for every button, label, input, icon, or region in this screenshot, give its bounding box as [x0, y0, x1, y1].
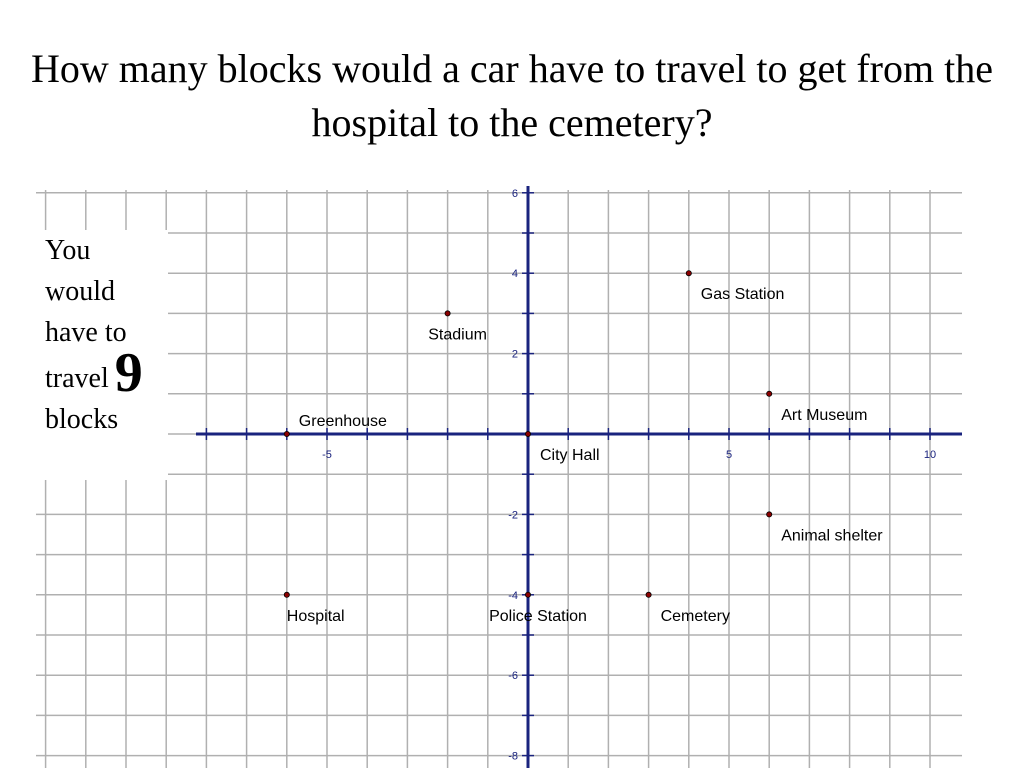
answer-number: 9 [114, 342, 143, 404]
point-greenhouse [284, 431, 289, 436]
answer-line-1: You [45, 235, 91, 266]
y-tick-label: -8 [508, 750, 518, 763]
y-tick-label: 4 [511, 268, 518, 281]
point-label-greenhouse: Greenhouse [298, 413, 387, 430]
answer-line-4 [45, 342, 168, 404]
point-label-police-station: Police Station [489, 607, 587, 625]
point-art-museum [767, 391, 772, 396]
point-label-animal-shelter: Animal shelter [781, 527, 883, 545]
y-tick-label: -6 [508, 670, 518, 683]
point-animal-shelter [767, 512, 772, 517]
y-tick-label: -2 [508, 509, 518, 522]
point-hospital [284, 592, 289, 597]
x-tick-label: 10 [923, 449, 937, 461]
y-tick-label: -4 [508, 589, 518, 602]
point-label-city-hall: City Hall [540, 447, 600, 464]
x-tick-label: 5 [725, 449, 733, 461]
point-label-stadium: Stadium [428, 326, 487, 344]
y-tick-label: 2 [511, 348, 518, 361]
point-label-gas-station: Gas Station [700, 286, 785, 304]
answer-line-5: blocks [45, 404, 119, 435]
point-stadium [445, 311, 450, 316]
point-city-hall [525, 431, 530, 436]
y-tick-label: 6 [511, 187, 518, 200]
point-label-hospital: Hospital [286, 607, 345, 625]
point-label-cemetery: Cemetery [660, 607, 730, 625]
x-tick-label: -5 [322, 449, 332, 461]
point-gas-station [686, 271, 691, 276]
point-police-station [525, 592, 530, 597]
point-label-art-museum: Art Museum [781, 406, 868, 424]
point-cemetery [646, 592, 651, 597]
answer-line-2: would [45, 276, 115, 307]
answer-travel-text: travel [45, 363, 109, 394]
answer-line-3: have to [45, 317, 127, 348]
answer-box [36, 230, 168, 480]
slide-title: How many blocks would a car have to travel to get from the hospital to the cemetery? [31, 46, 993, 145]
